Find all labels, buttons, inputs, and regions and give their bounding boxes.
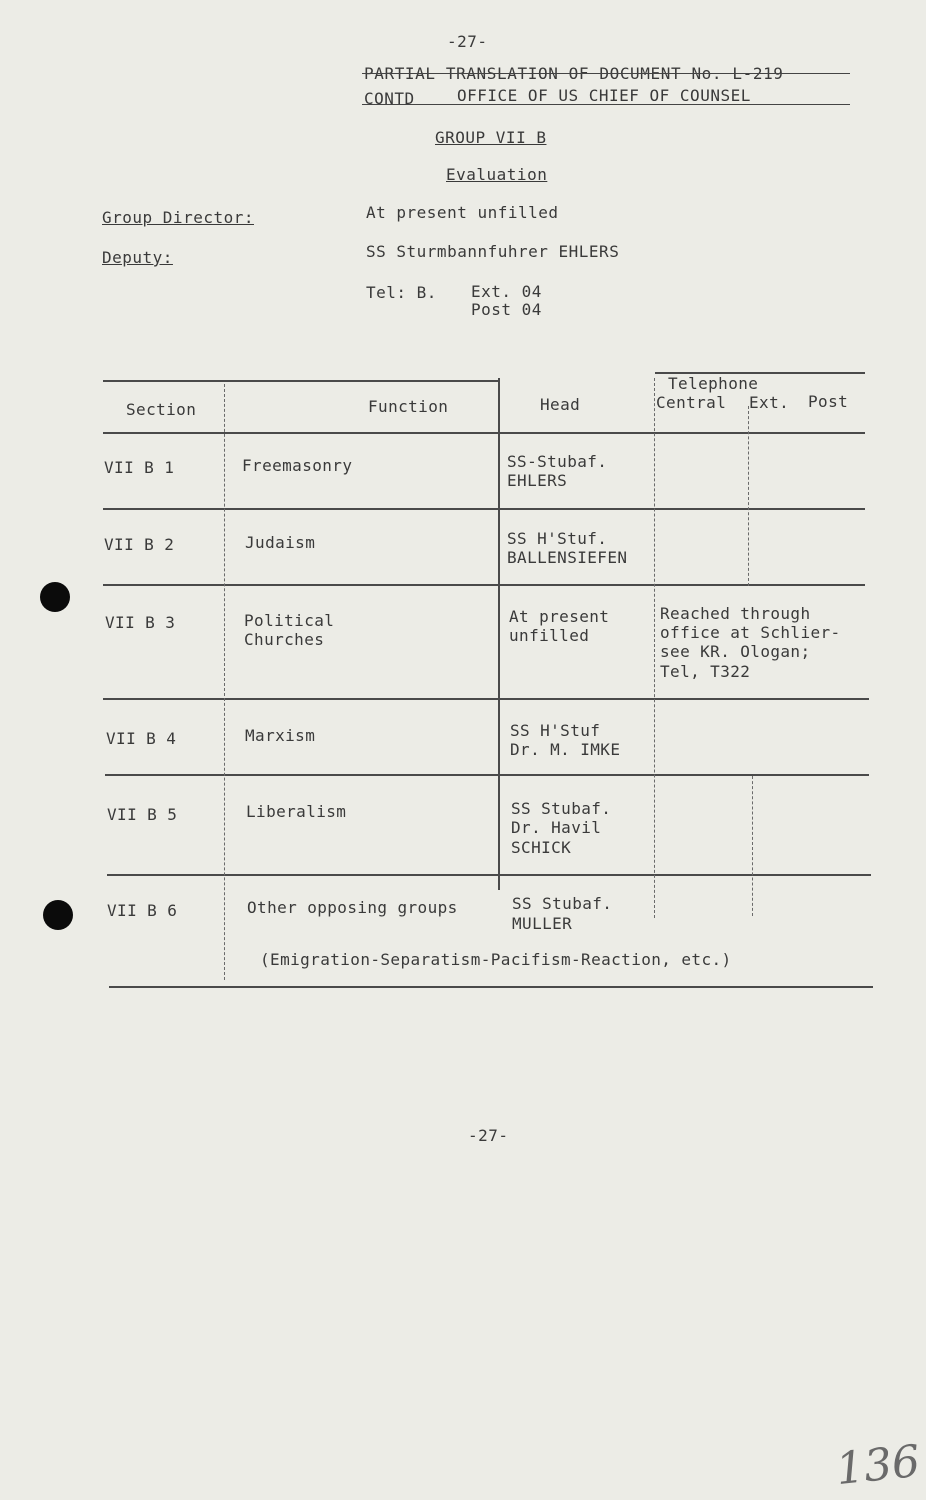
table-header-rule — [103, 432, 865, 434]
header-office: OFFICE OF US CHIEF OF COUNSEL — [457, 86, 751, 105]
row-phone-note: Reached through — [660, 604, 811, 623]
column-divider-3 — [654, 378, 655, 918]
row-head: EHLERS — [507, 471, 568, 490]
page-number-bottom: -27- — [468, 1126, 509, 1145]
row-section: VII B 3 — [105, 613, 176, 632]
group-title: GROUP VII B — [435, 128, 547, 147]
evaluation-heading: Evaluation — [446, 165, 548, 184]
group-director-value: At present unfilled — [366, 203, 559, 222]
row-rule-5 — [107, 874, 871, 876]
header-section: Section — [126, 400, 197, 419]
column-divider-2 — [498, 378, 500, 890]
row-section: VII B 2 — [104, 535, 175, 554]
row-rule-4 — [105, 774, 869, 776]
row-phone-note: office at Schlier- — [660, 623, 841, 642]
row-rule-1 — [103, 508, 865, 510]
handwritten-folio-number: 136 — [833, 1435, 923, 1496]
row-section: VII B 1 — [104, 458, 175, 477]
tel-label: Tel: B. — [366, 283, 437, 302]
row-head: SS H'Stuf. — [507, 529, 608, 548]
tel-ext: Ext. 04 — [471, 282, 542, 301]
header-contd: CONTD — [364, 89, 415, 108]
header-head: Head — [540, 395, 581, 414]
row-function: Freemasonry — [242, 456, 353, 475]
row-rule-3 — [103, 698, 869, 700]
row-rule-2 — [103, 584, 865, 586]
table-top-rule — [103, 380, 498, 382]
table-bottom-rule — [109, 986, 873, 988]
column-divider-4 — [748, 406, 749, 586]
row-head: BALLENSIEFEN — [507, 548, 628, 567]
row-phone-note: Tel, T322 — [660, 662, 751, 681]
header-function: Function — [368, 397, 449, 416]
row-function: Marxism — [245, 726, 316, 745]
row-footnote: (Emigration-Separatism-Pacifism-Reaction, etc.) — [260, 950, 732, 969]
row-function: Other opposing groups — [247, 898, 458, 917]
row-head: SS H'Stuf — [510, 721, 601, 740]
row-function: Churches — [244, 630, 325, 649]
row-head: At present — [509, 607, 610, 626]
punch-hole-lower — [43, 900, 73, 930]
row-phone-note: see KR. Ologan; — [660, 642, 811, 661]
row-head: unfilled — [509, 626, 590, 645]
row-head: Dr. M. IMKE — [510, 740, 621, 759]
row-section: VII B 4 — [106, 729, 177, 748]
row-head: SS Stubaf. — [512, 894, 613, 913]
row-head: Dr. Havil — [511, 818, 602, 837]
header-telephone: Telephone — [668, 374, 759, 393]
header-ext: Ext. — [749, 393, 790, 412]
group-director-label: Group Director: — [102, 208, 254, 227]
row-function: Liberalism — [246, 802, 347, 821]
column-divider-1 — [224, 384, 225, 980]
deputy-label: Deputy: — [102, 248, 173, 267]
page-number-top: -27- — [447, 32, 488, 51]
deputy-value: SS Sturmbannfuhrer EHLERS — [366, 242, 620, 261]
row-function: Political — [244, 611, 335, 630]
row-head: MULLER — [512, 914, 573, 933]
document-title: PARTIAL TRANSLATION OF DOCUMENT No. L-219 — [364, 64, 784, 83]
header-underline — [362, 104, 850, 105]
header-central: Central — [656, 393, 727, 412]
punch-hole-upper — [40, 582, 70, 612]
tel-post: Post 04 — [471, 300, 542, 319]
row-head: SCHICK — [511, 838, 572, 857]
header-strike-line — [362, 73, 850, 74]
header-post: Post — [808, 392, 849, 411]
row-section: VII B 5 — [107, 805, 178, 824]
row-head: SS-Stubaf. — [507, 452, 608, 471]
row-head: SS Stubaf. — [511, 799, 612, 818]
row-function: Judaism — [245, 533, 316, 552]
row-section: VII B 6 — [107, 901, 178, 920]
column-divider-5 — [752, 776, 753, 916]
